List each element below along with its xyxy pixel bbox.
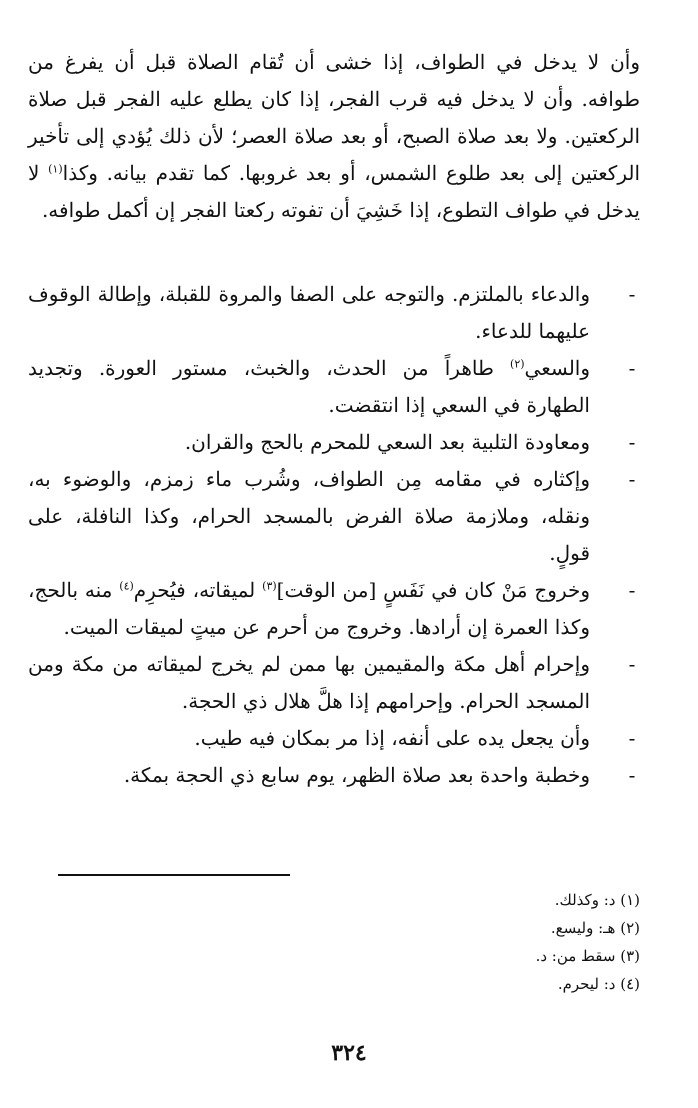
item-text-mid: لميقاته، فيُحرِم [133,578,263,602]
footnote: (٤) د: ليحرم. [557,975,640,993]
list-item [28,461,640,572]
list-item [28,350,640,424]
intro-text-end: لا يدخل في طواف التطوع، إذا خَشِيَ أن تفوته ركعتا الفجر إن أكمل طوافه. [28,161,640,222]
list-dash: - [628,356,636,380]
list-item [28,572,640,646]
footnotes [300,886,640,998]
list-item [28,424,640,461]
list-item [28,757,640,794]
item-text: وخروج مَنْ كان في نَفَسٍ [من الوقت] [276,578,590,602]
list-dash: - [628,282,636,306]
list-dash: - [628,652,636,676]
list-dash: - [628,726,636,750]
list-dash: - [628,467,636,491]
footnote-marker: (١) [48,162,63,176]
footnote: (١) د: وكذلك. [554,891,640,909]
list-item [28,720,640,757]
item-text: وأن يجعل يده على أنفه، إذا مر بمكان فيه طيب. [194,726,590,750]
list-item [28,646,640,720]
item-text-end: منه بالحج، وكذا العمرة إن أرادها. وخروج من أحرم عن ميتٍ لميقات الميت. [28,578,590,639]
item-text: والسعي [524,356,590,380]
item-text: وإكثاره في مقامه مِن الطواف، وشُرب ماء زمزم، والوضوء به، ونقله، وملازمة صلاة الفرض بالمسجد الحرام، وكذا النافلة، على قولٍ. [28,467,590,565]
item-text: وخطبة واحدة بعد صلاة الظهر، يوم سابع ذي الحجة بمكة. [123,763,590,787]
intro-text: وأن لا يدخل في الطواف، إذا خشى أن تُقام الصلاة قبل أن يفرغ من طوافه. وأن لا يدخل فيه قرب الفجر، إذا كان يطلع عليه الفجر قبل صلاة الركعتين. ولا بعد صلاة الصبح، أو بعد صلاة العصر؛ لأن ذلك يُؤدي إلى تأخير الركعتين إلى بعد طلوع الشمس، أو بعد غروبها. كما تقدم بيانه. وكذا [28,50,641,185]
recommended-acts-list [28,276,640,794]
list-dash: - [628,578,636,602]
page-number: ٣٢٤ [331,1040,367,1066]
list-dash: - [628,763,636,787]
footnote-marker: (٢) [510,357,525,371]
list-item [28,276,640,350]
item-text: والدعاء بالملتزم. والتوجه على الصفا والمروة للقبلة، وإطالة الوقوف عليهما للدعاء. [28,282,590,343]
item-text-end: طاهراً من الحدث، والخبث، مستور العورة. وتجديد الطهارة في السعي إذا انتقضت. [28,356,590,417]
list-dash: - [628,430,636,454]
footnote: (٣) سقط من: د. [535,947,640,965]
footnote-separator [58,874,290,876]
footnote-marker: (٤) [119,579,134,593]
item-text: ومعاودة التلبية بعد السعي للمحرم بالحج والقران. [184,430,590,454]
footnote-marker: (٣) [262,579,277,593]
item-text: وإحرام أهل مكة والمقيمين بها ممن لم يخرج لميقاته من مكة ومن المسجد الحرام. وإحرامهم إذا هلَّ هلال ذي الحجة. [28,652,590,713]
intro-paragraph [28,44,640,229]
footnote: (٢) هـ: وليسع. [550,919,640,937]
